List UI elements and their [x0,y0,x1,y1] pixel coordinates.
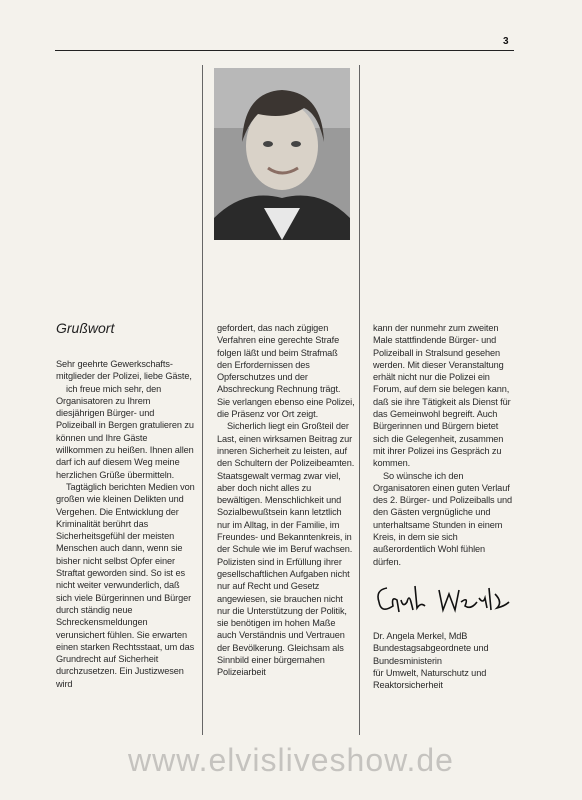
paragraph-salutation: Sehr geehrte Gewerkschafts-mitglieder der Polizei, liebe Gäste, [56,359,192,382]
article-heading: Grußwort [56,320,115,336]
top-rule [55,50,514,51]
author-role: Bundestagsabgeordnete und [373,643,489,654]
author-role: Reaktorsicherheit [373,680,443,691]
author-role: für Umwelt, Naturschutz und [373,667,487,678]
paragraph: kann der nunmehr zum zweiten Male stattfindende Bürger- und Polizeiball in Stralsund gesehen werden. Mit dieser Veranstaltung erhält nicht nur die Polizei ein Forum, auf dem sie belegen kann, daß sie ihre Tätigkeit als Dienst für das Gemeinwohl begreift. Auch Bürgerinnen und Bürgern bietet sich die Gelegenheit, zusammen mit ihrer Polizei ins Gespräch zu kommen. [373,323,511,469]
article-column-1 [56,358,196,690]
portrait-photo [214,68,350,240]
article-column-2 [217,322,355,679]
author-role: Bundesministerin [373,655,442,666]
paragraph: ich freue mich sehr, den Organisatoren zu Ihrem diesjährigen Bürger- und Polizeiball in Bergen gratulieren zu können und Ihre Gäste willkommen zu heißen. Ihnen allen darf ich auf diesem Weg meine herzlichen Grüße übermitteln. [56,383,194,480]
author-name: Dr. Angela Merkel, MdB [373,630,468,641]
paragraph: So wünsche ich den Organisatoren einen guten Verlauf des 2. Bürger- und Polizeiballs und den Gästen vergnügliche und unterhaltsame Stunden in einem Kreis, in dem sie sich außerordentlich Wohl fühlen dürfen. [373,470,512,567]
paragraph: Tagtäglich berichten Medien von großen wie kleinen Delikten und Vergehen. Die Entwicklung der Kriminalität berührt das Sicherheitsgefühl der meisten Menschen auch dann, wenn sie bisher nicht selbst Opfer einer Straftat geworden sind. So ist es nicht weiter verwunderlich, daß sich viele Bürgerinnen und Bürger durch ständig neue Schreckensmeldungen verunsichert fühlen. Sie erwarten einen starken Rechtsstaat, um das Grundrecht auf Sicherheit durchzusetzen. Ein Justizwesen wird [56,481,195,689]
article-column-3 [373,322,515,691]
paragraph: Sicherlich liegt ein Großteil der Last, einen wirksamen Beitrag zur inneren Sicherheit zu leisten, auf den Schultern der Polizeibeamten. Staatsgewalt vermag zwar viel, aber doch nicht alles zu bewältigen. Menschlichkeit und Sozialbewußtsein kann letztlich nur im Alltag, in der Familie, im Freundes- und Bekanntenkreis, in der Schule wie im Beruf wachsen. Polizisten sind in Erfüllung ihrer gesellschaftlichen Aufgaben nicht nur auf Recht und Gesetz angewiesen, sie brauchen nicht nur die Unterstützung der Politik, sie benötigen im hohen Maße auch Verständnis und Vertrauen der Bevölkerung. Gleichsam als Sinnbild einer bürgernahen Polizeiarbeit [217,421,355,678]
paragraph: gefordert, das nach zügigen Verfahren eine gerechte Strafe folgen läßt und beim Strafmaß den Erfordernissen des Opferschutzes und der Abschreckung Rechnung trägt. Sie verlangen ebenso eine Polizei, die Präsenz vor Ort zeigt. [217,323,355,420]
column-divider-right [359,65,360,735]
page-number: 3 [503,36,509,47]
watermark: www.elvisliveshow.de [128,742,454,778]
column-divider-left [202,65,203,735]
handwritten-signature [373,580,515,620]
